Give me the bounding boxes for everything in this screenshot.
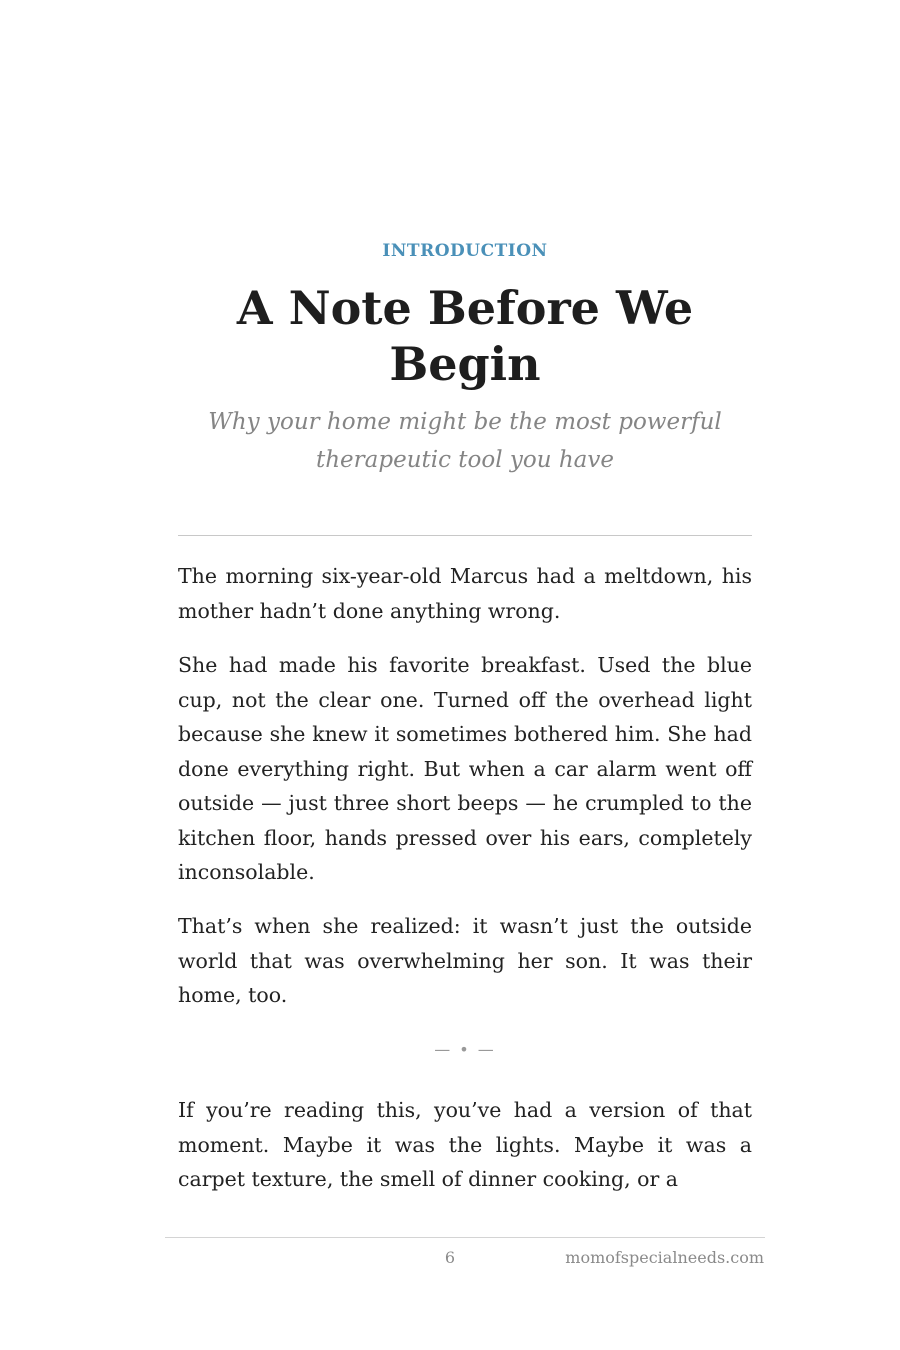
section-separator: — • — [434, 1040, 496, 1059]
header-divider [178, 535, 752, 536]
body-paragraph: That’s when she realized: it wasn’t just the outside world that was overwhelming her son. It was their home, too. [178, 914, 752, 1007]
page-number: 6 [444, 1248, 456, 1267]
footer-divider [165, 1237, 765, 1238]
body-paragraph: If you’re reading this, you’ve had a version of that moment. Maybe it was the lights. Maybe it was a carpet texture, the smell of dinner cooking, or a [178, 1098, 752, 1191]
chapter-title: A Note Before We Begin [236, 281, 694, 391]
chapter-subtitle: Why your home might be the most powerful therapeutic tool you have [208, 409, 722, 473]
body-paragraph: The morning six-year-old Marcus had a meltdown, his mother hadn’t done anything wrong. [178, 564, 752, 623]
footer-site-name: momofspecialneeds.com [565, 1248, 764, 1267]
body-paragraph: She had made his favorite breakfast. Used the blue cup, not the clear one. Turned off the overhead light because she knew it sometimes bothered him. She had done everything right. But when a car alarm went off outside — just three short beeps — he crumpled to the kitchen floor, hands pressed over his ears, completely inconsolable. [178, 653, 752, 884]
chapter-eyebrow: INTRODUCTION [382, 241, 548, 261]
